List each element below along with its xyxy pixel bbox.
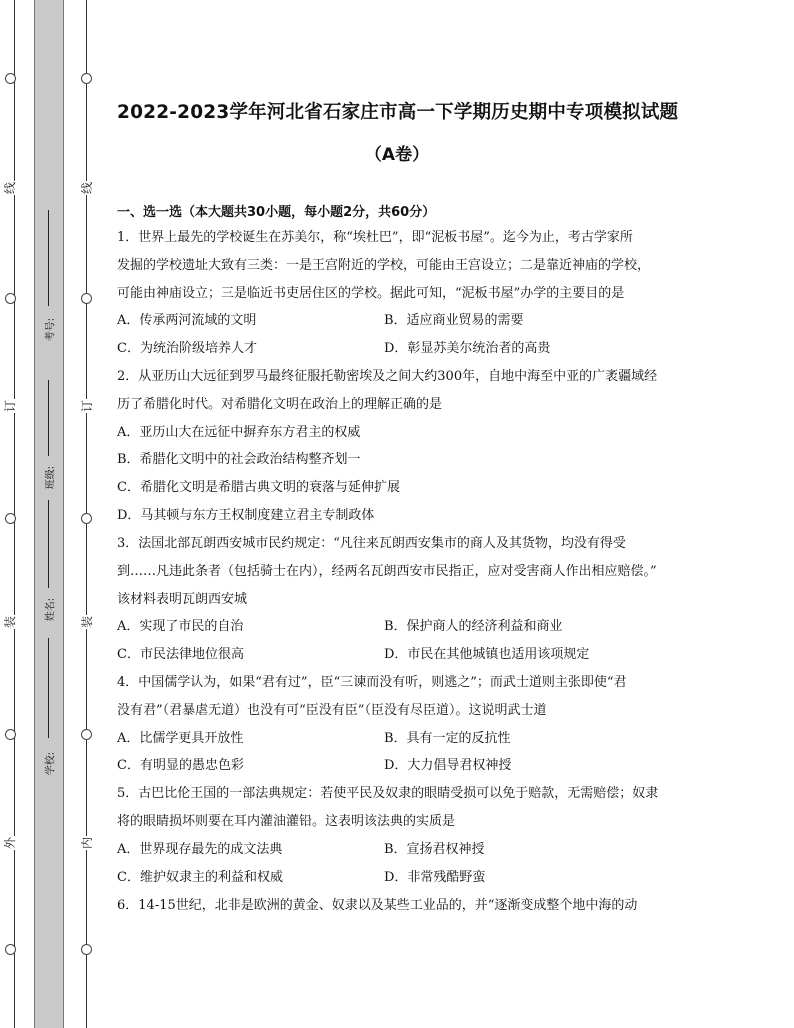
class-label: 班级: [45,465,57,490]
margin-char-outer: 装 [3,616,17,629]
question-4-line: 4．中国儒学认为，如果“君有过”，臣“三谏而没有听，则逃之”；而武士道则主张即使“君 [117,675,627,690]
question-3-line: 该材料表明瓦朗西安城 [117,592,248,607]
question-3-option-d[interactable]: D．市民在其他城镇也适用该项规定 [384,647,590,662]
name-field[interactable] [43,500,55,640]
binding-hole-icon [81,73,92,84]
question-2-line: 历了希腊化时代。对希腊化文明在政治上的理解正确的是 [117,397,443,412]
question-6-line: 6．14-15世纪，北非是欧洲的黄金、奴隶以及某些工业品的，并“逐渐变成整个地中海的动 [117,898,638,913]
exam-subtitle: （A卷） [364,145,430,165]
question-4-line: 没有君”（君暴虐无道）也没有可“臣没有臣”（臣没有尽臣道）。这说明武士道 [117,703,547,718]
question-5-line: 将的眼睛损坏则要在耳内灌油灌铅。这表明该法典的实质是 [117,814,456,829]
question-4-option-c[interactable]: C．有明显的愚忠色彩 [117,758,244,773]
binding-hole-icon [81,944,92,955]
question-5-option-c[interactable]: C．维护奴隶主的利益和权威 [117,870,283,885]
question-3-line: 到……凡违此条者（包括骑士在内），经两名瓦朗西安市民指正，应对受害商人作出相应赔偿。” [117,564,657,579]
question-5-option-a[interactable]: A．世界现存最先的成文法典 [117,842,283,857]
margin-char-outer: 订 [3,400,17,413]
question-3-option-a[interactable]: A．实现了市民的自治 [117,619,244,634]
question-4-option-b[interactable]: B．具有一定的反抗性 [384,731,511,746]
name-label: 姓名: [45,597,57,622]
question-4-option-d[interactable]: D．大力倡导君权神授 [384,758,512,773]
exam-title: 2022-2023学年河北省石家庄市高一下学期历史期中专项模拟试题 [117,102,679,123]
margin-char-inner: 内 [80,837,94,850]
question-1-line: 可能由神庙设立；三是临近书吏居住区的学校。据此可知，“泥板书屋”办学的主要目的是 [117,286,625,301]
question-2-option-b[interactable]: B．希腊化文明中的社会政治结构整齐划一 [117,452,361,467]
question-1-option-a[interactable]: A．传承两河流域的文明 [117,313,257,328]
question-1-line: 1．世界上最先的学校诞生在苏美尔，称“埃杜巴”，即“泥板书屋”。迄今为止，考古学家所 [117,230,633,245]
question-2-option-c[interactable]: C．希腊化文明是希腊古典文明的衰落与延伸扩展 [117,480,400,495]
question-1-option-b[interactable]: B．适应商业贸易的需要 [384,313,524,328]
question-2-option-a[interactable]: A．亚历山大在远征中摒弃东方君主的权威 [117,425,361,440]
binding-hole-icon [5,944,16,955]
class-field[interactable] [43,380,55,520]
question-5-option-d[interactable]: D．非常残酷野蛮 [384,870,486,885]
question-1-option-c[interactable]: C．为统治阶级培养人才 [117,341,257,356]
margin-char-inner: 线 [80,182,94,195]
binding-hole-icon [5,293,16,304]
binding-hole-icon [81,513,92,524]
section-heading: 一、选一选（本大题共30小题，每小题2分，共60分） [117,205,436,220]
question-1-line: 发掘的学校遗址大致有三类：一是王宫附近的学校，可能由王宫设立；二是靠近神庙的学校， [117,258,651,273]
question-4-option-a[interactable]: A．比儒学更具开放性 [117,731,244,746]
binding-hole-icon [5,729,16,740]
school-field[interactable] [43,638,55,788]
question-2-line: 2．从亚历山大远征到罗马最终征服托勒密埃及之间大约300年，自地中海至中亚的广袤疆域经 [117,369,658,384]
exam-number-label: 考号: [45,317,57,342]
question-1-option-d[interactable]: D．彰显苏美尔统治者的高贵 [384,341,551,356]
margin-char-inner: 订 [80,400,94,413]
binding-hole-icon [5,513,16,524]
binding-hole-icon [81,293,92,304]
question-3-line: 3．法国北部瓦朗西安城市民约规定：“凡往来瓦朗西安集市的商人及其货物，均没有得受 [117,536,626,551]
question-3-option-b[interactable]: B．保护商人的经济利益和商业 [384,619,563,634]
margin-char-inner: 装 [80,616,94,629]
question-5-line: 5．古巴比伦王国的一部法典规定：若使平民及奴隶的眼睛受损可以免于赔款，无需赔偿；奴隶 [117,786,659,801]
binding-hole-icon [5,73,16,84]
exam-number-field[interactable] [43,210,55,350]
binding-hole-icon [81,729,92,740]
margin-char-outer: 线 [3,182,17,195]
margin-char-outer: 外 [3,837,17,850]
question-3-option-c[interactable]: C．市民法律地位很高 [117,647,244,662]
question-5-option-b[interactable]: B．宣扬君权神授 [384,842,485,857]
school-label: 学校: [45,751,57,776]
question-2-option-d[interactable]: D．马其顿与东方王权制度建立君主专制政体 [117,508,375,523]
